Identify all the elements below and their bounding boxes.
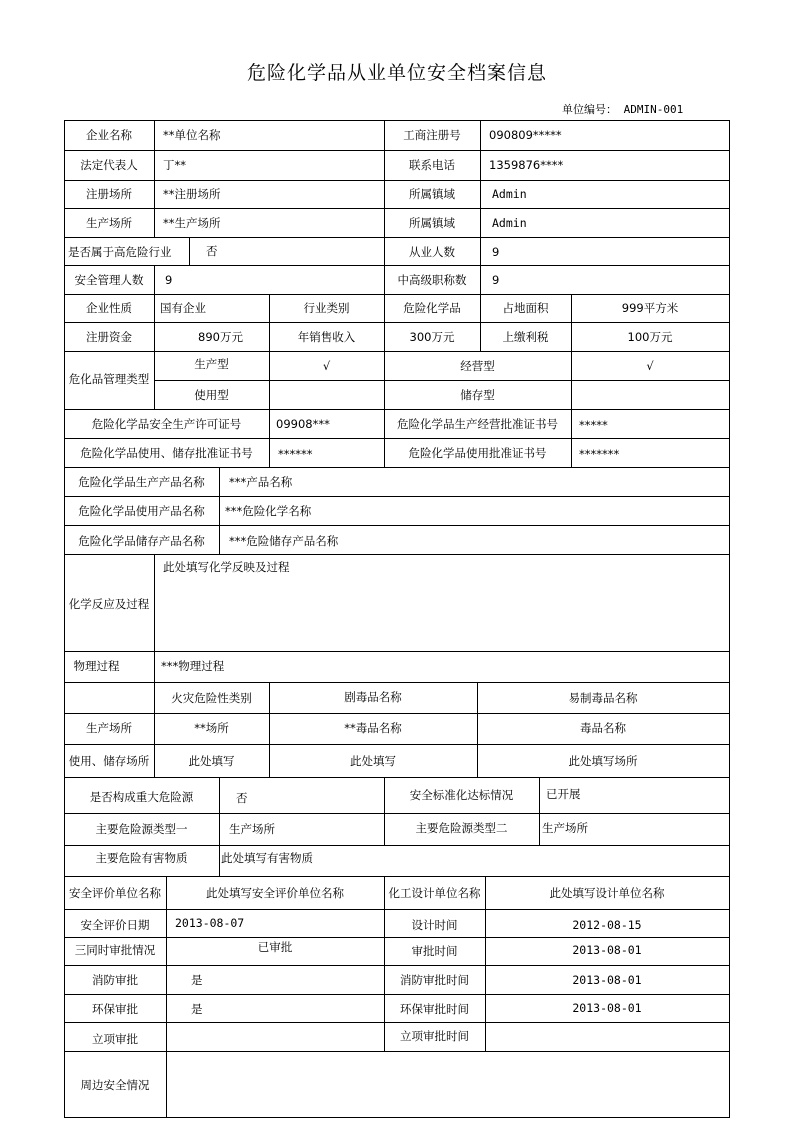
design-unit-label: 化工设计单位名称 [388,886,481,900]
sales-value: 300万元 [409,330,455,344]
prod-site-toxic: **毒品名称 [344,721,402,735]
fire-time-value: 2013-08-01 [572,973,642,987]
project-approval-label: 立项审批 [92,1032,138,1046]
three-sim-label: 三同时审批情况 [74,943,156,957]
page-title: 危险化学品从业单位安全档案信息 [246,62,547,84]
town-label-2: 所属镇域 [409,216,455,230]
industry-value: 危险化学品 [403,301,461,315]
town-value: Admin [492,187,527,201]
operation-type-check: √ [646,359,654,373]
physical-value: ***物理过程 [161,659,225,673]
phone-value: 1359876**** [489,158,564,172]
hazard-type1-label: 主要危险源类型一 [95,822,188,836]
approval-time-value: 2013-08-01 [572,943,642,957]
project-time-label: 立项审批时间 [400,1029,469,1043]
hazard-type2-value: 生产场所 [542,821,588,835]
nature-value: 国有企业 [160,301,206,315]
toxic-name-header: 剧毒品名称 [344,690,402,704]
use-products-value: ***危险化学名称 [225,504,312,518]
harmful-label: 主要危险有害物质 [95,851,188,865]
registration-no-label: 工商注册号 [403,128,461,142]
store-products-label: 危险化学品储存产品名称 [78,534,205,548]
employees-label: 从业人数 [409,245,455,259]
prod-site-fire: **场所 [194,721,229,735]
sales-label: 年销售收入 [297,330,356,344]
prod-permit-label: 危险化学品安全生产许可证号 [91,417,242,431]
safety-managers-value: 9 [165,273,173,287]
eval-unit-label: 安全评价单位名称 [69,886,161,900]
safety-managers-label: 安全管理人数 [74,273,144,287]
op-permit-value: ***** [579,418,608,432]
reg-place-value: **注册场所 [163,187,221,201]
design-time-label: 设计时间 [411,918,458,932]
registration-no-value: 090809***** [489,128,562,142]
industry-label: 行业类别 [303,301,350,315]
standard-value: 已开展 [546,787,581,801]
unit-number: 单位编号： ADMIN-001 [562,103,684,116]
prod-products-label: 危险化学品生产产品名称 [78,475,205,489]
surroundings-label: 周边安全情况 [80,1078,150,1092]
capital-value: 890万元 [198,330,243,344]
standard-label: 安全标准化达标情况 [409,788,514,802]
employees-value: 9 [492,245,500,259]
town-label: 所属镇域 [409,187,455,201]
prod-products-value: ***产品名称 [229,475,293,489]
env-approval-value: 是 [191,1002,203,1016]
operation-type-label: 经营型 [460,359,495,373]
prod-site-label: 生产场所 [86,721,132,735]
senior-titles-label: 中高级职称数 [397,273,467,287]
physical-label: 物理过程 [73,659,120,673]
env-time-value: 2013-08-01 [572,1001,642,1015]
env-approval-label: 环保审批 [92,1002,138,1016]
enterprise-name-label: 企业名称 [86,128,132,142]
high-risk-value: 否 [206,244,218,258]
precursor-name-header: 易制毒品名称 [568,691,638,705]
major-hazard-value: 否 [236,791,248,805]
fire-approval-label: 消防审批 [92,973,138,987]
prod-site-precursor: 毒品名称 [580,721,626,735]
harmful-value: 此处填写有害物质 [221,851,313,865]
chem-reaction-value: 此处填写化学反映及过程 [163,560,290,574]
tax-value: 100万元 [627,330,673,344]
fire-class-header: 火灾危险性类别 [171,691,252,705]
eval-date-label: 安全评价日期 [80,918,150,932]
use-site-precursor: 此处填写场所 [568,754,638,768]
phone-label: 联系电话 [409,158,455,172]
design-time-value: 2012-08-15 [572,918,642,932]
mgmt-type-label: 危化品管理类型 [68,372,150,386]
use-store-permit-label: 危险化学品使用、储存批准证书号 [80,446,253,460]
prod-place-value: **生产场所 [163,216,221,230]
area-label: 占地面积 [502,301,549,315]
prod-permit-value: 09908*** [276,417,330,431]
env-time-label: 环保审批时间 [400,1002,469,1016]
capital-label: 注册资金 [86,330,132,344]
approval-time-label: 审批时间 [411,944,458,958]
legal-rep-value: 丁** [163,158,186,172]
production-type-check: √ [322,359,331,373]
eval-unit-value: 此处填写安全评价单位名称 [206,886,344,900]
use-site-fire: 此处填写 [188,754,235,768]
design-unit-value: 此处填写设计单位名称 [549,886,665,900]
eval-date-value: 2013-08-07 [175,916,245,930]
high-risk-label: 是否属于高危险行业 [68,245,172,259]
three-sim-value: 已审批 [257,940,293,954]
use-store-permit-value: ****** [278,447,313,461]
hazard-type1-value: 生产场所 [229,822,275,836]
fire-approval-value: 是 [191,973,203,987]
use-permit-value: ******* [579,447,620,461]
nature-label: 企业性质 [86,301,132,315]
use-products-label: 危险化学品使用产品名称 [78,504,205,518]
use-permit-label: 危险化学品使用批准证书号 [408,446,547,460]
use-site-toxic: 此处填写 [350,754,396,768]
major-hazard-label: 是否构成重大危险源 [89,790,194,804]
storage-type-label: 储存型 [460,388,495,402]
store-products-value: ***危险储存产品名称 [229,534,339,548]
enterprise-name-value: **单位名称 [163,128,221,142]
town-value-2: Admin [492,216,527,230]
fire-time-label: 消防审批时间 [400,973,469,987]
op-permit-label: 危险化学品生产经营批准证书号 [397,417,558,431]
production-type-label: 生产型 [194,357,229,371]
prod-place-label: 生产场所 [86,216,132,230]
senior-titles-value: 9 [492,273,500,287]
use-type-label: 使用型 [194,388,229,402]
legal-rep-label: 法定代表人 [80,158,138,172]
area-value: 999平方米 [621,301,679,315]
tax-label: 上缴利税 [502,330,549,344]
chem-reaction-label: 化学反应及过程 [68,597,150,611]
use-site-label: 使用、储存场所 [68,754,150,768]
reg-place-label: 注册场所 [86,187,132,201]
hazard-type2-label: 主要危险源类型二 [415,821,508,835]
